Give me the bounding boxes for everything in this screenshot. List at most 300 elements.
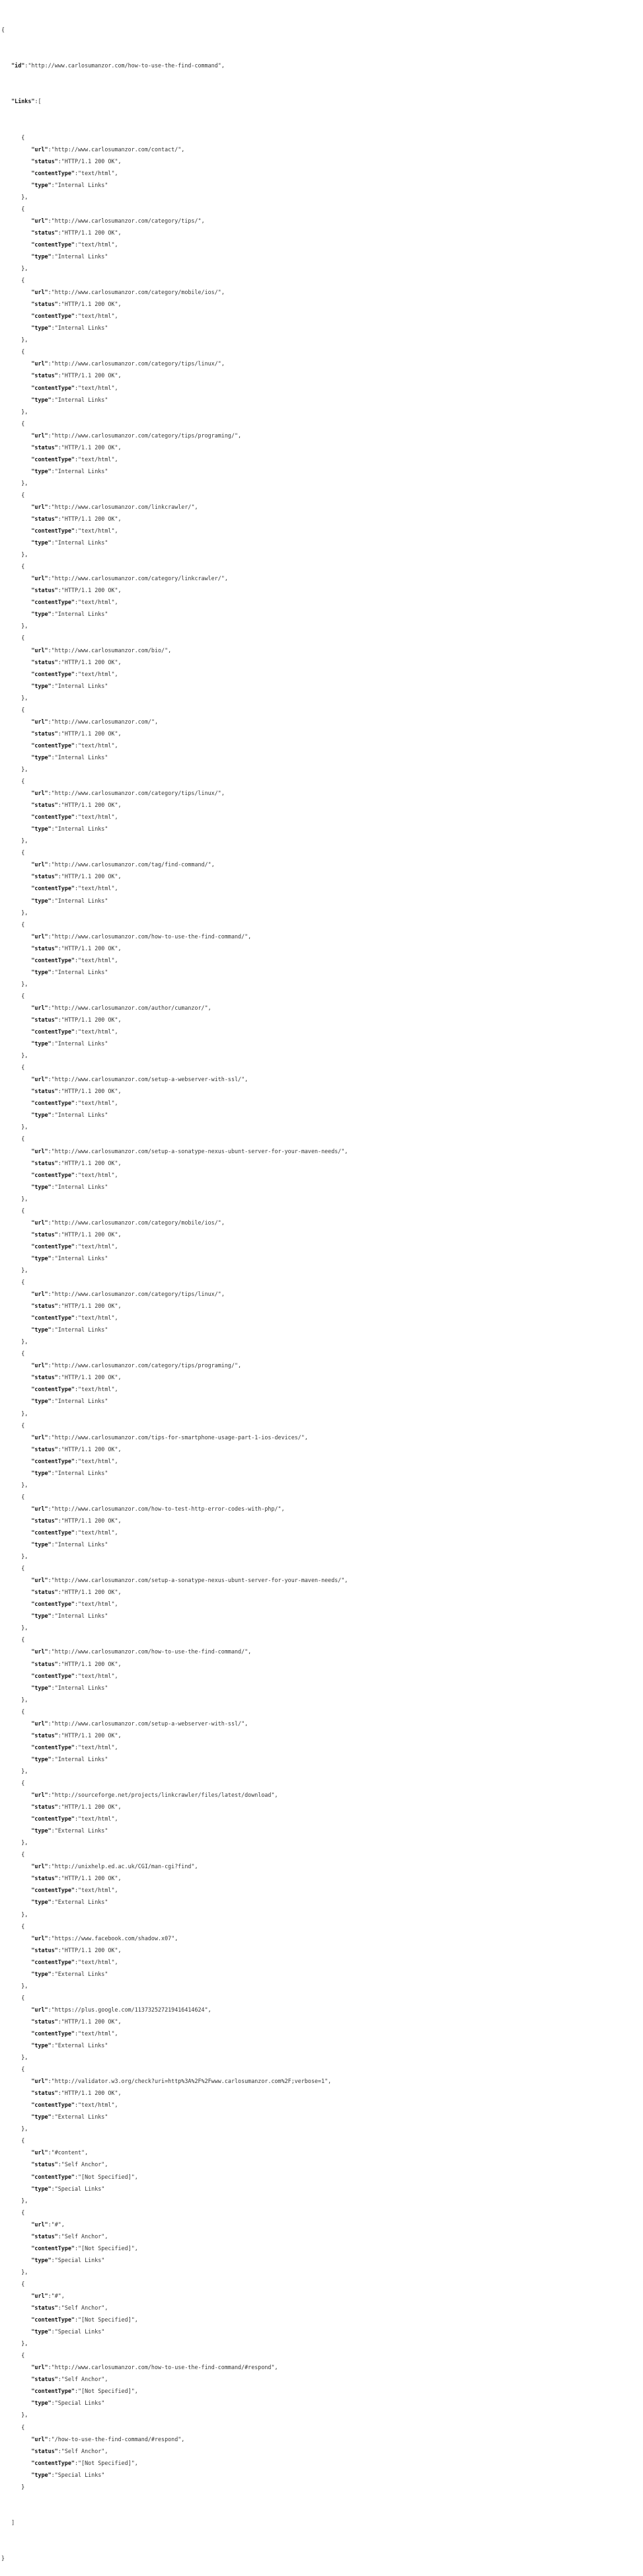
- link-status-value: Self Anchor: [64, 2304, 102, 2312]
- link-type-line: "type":"Internal Links": [31, 1183, 108, 1190]
- link-type-key: "type": [31, 1684, 52, 1691]
- link-entry-open: {: [1, 133, 25, 141]
- link-type-value: Internal Links: [57, 753, 105, 761]
- link-contenttype-key: "contentType": [31, 1028, 75, 1036]
- link-contenttype-line: "contentType":"text/html",: [31, 1529, 118, 1536]
- link-url-value: http://www.carlosumanzor.com/bio/: [54, 646, 165, 654]
- link-status-line: "status":"HTTP/1.1 200 OK",: [31, 301, 122, 308]
- link-type-key: "type": [31, 252, 52, 260]
- link-type-line: "type":"External Links": [31, 2113, 108, 2121]
- link-type-line: "type":"Internal Links": [31, 897, 108, 904]
- link-type-value: Internal Links: [57, 1469, 105, 1476]
- link-status-key: "status": [31, 2090, 58, 2097]
- link-entry-close: },: [1, 2054, 28, 2061]
- link-entry-close: },: [1, 1195, 28, 1202]
- link-contenttype-key: "contentType": [31, 885, 75, 892]
- link-url-key: "url": [31, 1004, 48, 1011]
- link-status-value: HTTP/1.1 200 OK: [64, 443, 115, 451]
- link-status-line: "status":"HTTP/1.1 200 OK",: [31, 1231, 122, 1238]
- link-status-value: HTTP/1.1 200 OK: [64, 1803, 115, 1811]
- link-contenttype-key: "contentType": [31, 2316, 75, 2324]
- link-url-value: #content: [54, 2149, 82, 2156]
- link-entry-close: },: [1, 479, 28, 486]
- link-type-key: "type": [31, 539, 52, 547]
- link-url-line: "url":"http://www.carlosumanzor.com/category/tips/programing/",: [31, 1362, 242, 1369]
- link-contenttype-value: text/html: [81, 1171, 112, 1178]
- link-contenttype-value: text/html: [81, 169, 112, 176]
- link-url-value: http://www.carlosumanzor.com/how-to-use-the-find-command/#respond: [54, 2364, 272, 2371]
- link-contenttype-line: "contentType":"text/html",: [31, 1958, 118, 1965]
- link-entry-open: {: [1, 1851, 25, 1858]
- link-url-value: http://sourceforge.net/projects/linkcrawler/files/latest/download: [54, 1792, 272, 1799]
- link-status-key: "status": [31, 802, 58, 809]
- link-url-value: https://www.facebook.com/shadow.x07: [54, 1934, 172, 1942]
- link-type-line: "type":"Internal Links": [31, 1755, 108, 1762]
- link-url-line: "url":"http://www.carlosumanzor.com/setup-a-sonatype-nexus-ubunt-server-for-your-maven-needs/",: [31, 1577, 348, 1584]
- link-contenttype-value: text/html: [81, 1242, 112, 1250]
- link-entry-close: },: [1, 1410, 28, 1417]
- link-entry-close: },: [1, 2197, 28, 2204]
- link-status-value: HTTP/1.1 200 OK: [64, 873, 115, 880]
- link-contenttype-line: "contentType":"[Not Specified]",: [31, 2173, 138, 2180]
- link-contenttype-key: "contentType": [31, 313, 75, 320]
- link-status-value: HTTP/1.1 200 OK: [64, 1731, 115, 1739]
- link-url-key: "url": [31, 289, 48, 296]
- link-status-line: "status":"Self Anchor",: [31, 2304, 108, 2312]
- link-url-value: #: [54, 2292, 58, 2299]
- link-contenttype-line: "contentType":"text/html",: [31, 599, 118, 606]
- link-type-key: "type": [31, 1755, 52, 1762]
- link-status-line: "status":"HTTP/1.1 200 OK",: [31, 157, 122, 165]
- links-close-bracket: ]: [1, 2519, 15, 2526]
- link-status-key: "status": [31, 2232, 58, 2240]
- link-url-line: "url":"http://www.carlosumanzor.com/linkcrawler/",: [31, 503, 198, 510]
- link-entry-open: {: [1, 1565, 25, 1572]
- link-url-value: http://www.carlosumanzor.com/category/tips/: [54, 217, 198, 224]
- links-key: "Links": [11, 98, 35, 105]
- link-url-line: "url":"http://sourceforge.net/projects/linkcrawler/files/latest/download",: [31, 1792, 278, 1799]
- link-status-key: "status": [31, 1445, 58, 1453]
- link-type-key: "type": [31, 1183, 52, 1190]
- link-url-key: "url": [31, 2292, 48, 2299]
- link-contenttype-line: "contentType":"text/html",: [31, 1242, 118, 1250]
- link-type-key: "type": [31, 181, 52, 188]
- link-status-line: "status":"HTTP/1.1 200 OK",: [31, 1445, 122, 1453]
- link-contenttype-key: "contentType": [31, 2244, 75, 2252]
- link-url-line: "url":"http://www.carlosumanzor.com/bio/",: [31, 646, 172, 654]
- link-status-value: HTTP/1.1 200 OK: [64, 1303, 115, 1310]
- link-url-key: "url": [31, 1720, 48, 1727]
- link-contenttype-key: "contentType": [31, 1457, 75, 1464]
- link-url-line: "url":"http://www.carlosumanzor.com/how-to-use-the-find-command/#respond",: [31, 2364, 278, 2371]
- link-status-key: "status": [31, 1016, 58, 1023]
- link-url-line: "url":"http://www.carlosumanzor.com/category/linkcrawler/",: [31, 575, 228, 582]
- link-status-value: HTTP/1.1 200 OK: [64, 1589, 115, 1596]
- link-url-line: "url":"http://www.carlosumanzor.com/category/tips/linux/",: [31, 790, 225, 797]
- link-entry-open: {: [1, 1207, 25, 1214]
- link-status-line: "status":"HTTP/1.1 200 OK",: [31, 1803, 122, 1811]
- link-contenttype-line: "contentType":"text/html",: [31, 384, 118, 391]
- link-entry-close: },: [1, 2411, 28, 2419]
- link-contenttype-value: text/html: [81, 1672, 112, 1679]
- link-contenttype-value: text/html: [81, 384, 112, 391]
- link-url-line: "url":"/how-to-use-the-find-command/#respond",: [31, 2435, 185, 2443]
- link-contenttype-value: text/html: [81, 814, 112, 821]
- link-type-key: "type": [31, 1970, 52, 1977]
- link-status-key: "status": [31, 2161, 58, 2168]
- link-status-key: "status": [31, 157, 58, 165]
- link-type-line: "type":"Internal Links": [31, 1469, 108, 1476]
- link-contenttype-key: "contentType": [31, 1958, 75, 1965]
- link-status-value: HTTP/1.1 200 OK: [64, 1016, 115, 1023]
- link-entry-close: },: [1, 408, 28, 415]
- link-type-line: "type":"Internal Links": [31, 825, 108, 833]
- link-status-line: "status":"HTTP/1.1 200 OK",: [31, 730, 122, 737]
- link-entry-open: {: [1, 2423, 25, 2431]
- link-contenttype-line: "contentType":"text/html",: [31, 1314, 118, 1322]
- link-type-value: Internal Links: [57, 252, 105, 260]
- link-url-key: "url": [31, 2364, 48, 2371]
- link-contenttype-line: "contentType":"text/html",: [31, 2029, 118, 2037]
- link-type-line: "type":"Internal Links": [31, 1040, 108, 1047]
- link-status-line: "status":"HTTP/1.1 200 OK",: [31, 802, 122, 809]
- link-type-key: "type": [31, 467, 52, 474]
- link-status-value: HTTP/1.1 200 OK: [64, 802, 115, 809]
- link-url-value: http://www.carlosumanzor.com/category/tips/linux/: [54, 790, 218, 797]
- link-status-value: Self Anchor: [64, 2232, 102, 2240]
- link-url-line: "url":"http://www.carlosumanzor.com/how-to-use-the-find-command/",: [31, 932, 252, 940]
- link-status-line: "status":"HTTP/1.1 200 OK",: [31, 1875, 122, 1882]
- link-contenttype-value: text/html: [81, 1887, 112, 1894]
- link-url-key: "url": [31, 932, 48, 940]
- link-type-key: "type": [31, 2185, 52, 2192]
- link-type-value: Internal Links: [57, 968, 105, 975]
- link-status-value: HTTP/1.1 200 OK: [64, 1445, 115, 1453]
- link-contenttype-line: "contentType":"text/html",: [31, 1815, 118, 1823]
- link-entry-open: {: [1, 205, 25, 212]
- link-contenttype-line: "contentType":"text/html",: [31, 241, 118, 248]
- link-url-key: "url": [31, 503, 48, 510]
- link-status-line: "status":"HTTP/1.1 200 OK",: [31, 515, 122, 523]
- link-contenttype-value: text/html: [81, 527, 112, 535]
- link-contenttype-value: [Not Specified]: [81, 2244, 132, 2252]
- link-entry-open: {: [1, 491, 25, 498]
- link-entry-close: },: [1, 265, 28, 272]
- link-status-value: HTTP/1.1 200 OK: [64, 1517, 115, 1524]
- link-url-value: http://www.carlosumanzor.com/setup-a-webserver-with-ssl/: [54, 1076, 242, 1083]
- link-url-line: "url":"#",: [31, 2220, 65, 2228]
- link-entry-open: {: [1, 849, 25, 856]
- link-contenttype-key: "contentType": [31, 169, 75, 176]
- link-contenttype-key: "contentType": [31, 2388, 75, 2395]
- link-url-value: https://plus.google.com/113732527219416414624: [54, 2006, 205, 2013]
- link-url-line: "url":"http://www.carlosumanzor.com/category/tips/linux/",: [31, 1291, 225, 1298]
- link-entry-open: {: [1, 706, 25, 713]
- link-type-key: "type": [31, 1112, 52, 1119]
- link-contenttype-value: [Not Specified]: [81, 2173, 132, 2180]
- link-status-value: HTTP/1.1 200 OK: [64, 1159, 115, 1166]
- link-url-value: http://www.carlosumanzor.com/tag/find-command/: [54, 861, 208, 868]
- link-type-key: "type": [31, 1254, 52, 1262]
- link-contenttype-value: text/html: [81, 1100, 112, 1107]
- link-contenttype-value: text/html: [81, 455, 112, 463]
- link-status-value: HTTP/1.1 200 OK: [64, 157, 115, 165]
- link-contenttype-value: [Not Specified]: [81, 2459, 132, 2466]
- link-type-key: "type": [31, 2042, 52, 2049]
- link-entry-open: {: [1, 1708, 25, 1715]
- link-entry-close: },: [1, 1481, 28, 1488]
- link-url-line: "url":"#",: [31, 2292, 65, 2299]
- link-entry-close: },: [1, 2125, 28, 2133]
- link-status-value: HTTP/1.1 200 OK: [64, 1088, 115, 1095]
- link-url-value: http://www.carlosumanzor.com/category/tips/linux/: [54, 360, 218, 367]
- link-status-line: "status":"HTTP/1.1 200 OK",: [31, 873, 122, 880]
- link-entry-open: {: [1, 420, 25, 427]
- link-entry-close: },: [1, 623, 28, 630]
- link-contenttype-key: "contentType": [31, 956, 75, 964]
- link-status-line: "status":"HTTP/1.1 200 OK",: [31, 944, 122, 952]
- link-entry-close: },: [1, 1052, 28, 1059]
- link-url-line: "url":"http://www.carlosumanzor.com/how-to-use-the-find-command/",: [31, 1648, 252, 1655]
- link-type-value: Internal Links: [57, 1612, 105, 1620]
- link-status-value: HTTP/1.1 200 OK: [64, 730, 115, 737]
- link-entry-open: {: [1, 778, 25, 785]
- link-status-key: "status": [31, 372, 58, 379]
- link-contenttype-value: text/html: [81, 599, 112, 606]
- link-status-line: "status":"HTTP/1.1 200 OK",: [31, 587, 122, 594]
- link-status-key: "status": [31, 515, 58, 523]
- link-type-line: "type":"Internal Links": [31, 1541, 108, 1548]
- link-url-value: http://www.carlosumanzor.com/how-to-test-http-error-codes-with-php/: [54, 1505, 278, 1512]
- link-contenttype-value: text/html: [81, 885, 112, 892]
- link-status-key: "status": [31, 2018, 58, 2025]
- link-entry-open: {: [1, 348, 25, 356]
- link-url-line: "url":"http://www.carlosumanzor.com/author/cumanzor/",: [31, 1004, 211, 1011]
- link-url-line: "url":"http://www.carlosumanzor.com/category/tips/programing/",: [31, 432, 242, 439]
- link-contenttype-line: "contentType":"text/html",: [31, 2102, 118, 2109]
- link-type-line: "type":"Internal Links": [31, 968, 108, 975]
- link-url-key: "url": [31, 2149, 48, 2156]
- link-type-key: "type": [31, 1612, 52, 1620]
- link-status-key: "status": [31, 443, 58, 451]
- link-entry-close: },: [1, 1266, 28, 1273]
- link-status-line: "status":"HTTP/1.1 200 OK",: [31, 1946, 122, 1953]
- link-url-value: http://www.carlosumanzor.com/category/mobile/ios/: [54, 1219, 218, 1226]
- link-url-line: "url":"http://validator.w3.org/check?uri=http%3A%2F%2Fwww.carlosumanzor.com%2F;verbose=1",: [31, 2078, 332, 2085]
- link-url-value: http://unixhelp.ed.ac.uk/CGI/man-cgi?find: [54, 1863, 192, 1870]
- link-entry-close: },: [1, 1123, 28, 1131]
- link-status-key: "status": [31, 2376, 58, 2383]
- link-status-value: HTTP/1.1 200 OK: [64, 1946, 115, 1953]
- link-url-value: http://www.carlosumanzor.com/category/tips/programing/: [54, 1362, 235, 1369]
- link-entry-close: },: [1, 694, 28, 701]
- link-type-value: Internal Links: [57, 1040, 105, 1047]
- link-type-line: "type":"Special Links": [31, 2400, 105, 2407]
- link-status-value: HTTP/1.1 200 OK: [64, 372, 115, 379]
- link-status-key: "status": [31, 229, 58, 236]
- link-contenttype-value: text/html: [81, 670, 112, 677]
- link-entry-close: },: [1, 193, 28, 200]
- link-entry-open: {: [1, 2137, 25, 2144]
- link-url-line: "url":"#content",: [31, 2149, 89, 2156]
- link-type-key: "type": [31, 1827, 52, 1835]
- link-entry-open: {: [1, 2066, 25, 2073]
- link-url-key: "url": [31, 360, 48, 367]
- link-status-value: HTTP/1.1 200 OK: [64, 2090, 115, 2097]
- link-type-line: "type":"Internal Links": [31, 396, 108, 403]
- link-contenttype-line: "contentType":"text/html",: [31, 670, 118, 677]
- link-entry-close: },: [1, 766, 28, 773]
- link-status-key: "status": [31, 658, 58, 665]
- link-status-key: "status": [31, 1303, 58, 1310]
- link-status-value: HTTP/1.1 200 OK: [64, 944, 115, 952]
- link-entry-open: {: [1, 1279, 25, 1286]
- id-line: "id":"http://www.carlosumanzor.com/how-to-use-the-find-command",: [11, 62, 225, 69]
- link-contenttype-key: "contentType": [31, 527, 75, 535]
- link-type-line: "type":"Internal Links": [31, 611, 108, 618]
- link-type-line: "type":"Internal Links": [31, 682, 108, 689]
- link-url-key: "url": [31, 2220, 48, 2228]
- link-contenttype-key: "contentType": [31, 1815, 75, 1823]
- link-type-key: "type": [31, 1899, 52, 1906]
- link-status-key: "status": [31, 2447, 58, 2454]
- link-type-line: "type":"External Links": [31, 2042, 108, 2049]
- link-contenttype-key: "contentType": [31, 241, 75, 248]
- link-type-value: Internal Links: [57, 324, 105, 332]
- link-type-line: "type":"External Links": [31, 1827, 108, 1835]
- link-contenttype-line: "contentType":"[Not Specified]",: [31, 2244, 138, 2252]
- link-status-line: "status":"HTTP/1.1 200 OK",: [31, 372, 122, 379]
- link-type-line: "type":"Internal Links": [31, 181, 108, 188]
- link-url-value: http://www.carlosumanzor.com/: [54, 718, 151, 725]
- link-contenttype-line: "contentType":"[Not Specified]",: [31, 2388, 138, 2395]
- link-entry-close: },: [1, 1982, 28, 1989]
- link-contenttype-line: "contentType":"text/html",: [31, 741, 118, 749]
- link-url-key: "url": [31, 1362, 48, 1369]
- link-url-line: "url":"http://www.carlosumanzor.com/category/tips/linux/",: [31, 360, 225, 367]
- link-url-value: http://www.carlosumanzor.com/setup-a-webserver-with-ssl/: [54, 1720, 242, 1727]
- link-entry-open: {: [1, 1493, 25, 1500]
- link-contenttype-value: text/html: [81, 1743, 112, 1751]
- link-status-key: "status": [31, 1803, 58, 1811]
- link-entry-open: {: [1, 1064, 25, 1071]
- link-contenttype-line: "contentType":"text/html",: [31, 1457, 118, 1464]
- link-url-key: "url": [31, 145, 48, 153]
- link-type-value: Internal Links: [57, 1541, 105, 1548]
- link-url-value: http://www.carlosumanzor.com/tips-for-smartphone-usage-part-1-ios-devices/: [54, 1433, 301, 1441]
- link-type-value: Internal Links: [57, 1183, 105, 1190]
- link-status-line: "status":"Self Anchor",: [31, 2447, 108, 2454]
- link-status-value: Self Anchor: [64, 2376, 102, 2383]
- link-url-line: "url":"http://www.carlosumanzor.com/contact/",: [31, 145, 185, 153]
- link-entry-close: },: [1, 1624, 28, 1632]
- link-status-line: "status":"HTTP/1.1 200 OK",: [31, 1589, 122, 1596]
- link-contenttype-line: "contentType":"text/html",: [31, 1028, 118, 1036]
- link-status-value: HTTP/1.1 200 OK: [64, 1231, 115, 1238]
- link-url-key: "url": [31, 1934, 48, 1942]
- link-status-line: "status":"Self Anchor",: [31, 2376, 108, 2383]
- link-status-key: "status": [31, 1660, 58, 1667]
- link-status-key: "status": [31, 1517, 58, 1524]
- link-url-line: "url":"http://www.carlosumanzor.com/tips-for-smartphone-usage-part-1-ios-devices/",: [31, 1433, 308, 1441]
- link-type-line: "type":"Special Links": [31, 2471, 105, 2478]
- link-entry-open: {: [1, 1135, 25, 1143]
- link-entry-close: },: [1, 2268, 28, 2275]
- link-status-value: HTTP/1.1 200 OK: [64, 658, 115, 665]
- link-status-line: "status":"HTTP/1.1 200 OK",: [31, 1660, 122, 1667]
- link-type-key: "type": [31, 897, 52, 904]
- root-open-brace: {: [1, 26, 5, 34]
- link-type-value: Internal Links: [57, 611, 105, 618]
- link-type-key: "type": [31, 2256, 52, 2263]
- link-url-value: http://www.carlosumanzor.com/category/mobile/ios/: [54, 289, 218, 296]
- link-url-key: "url": [31, 1076, 48, 1083]
- links-list: [1, 132, 643, 2493]
- link-contenttype-key: "contentType": [31, 670, 75, 677]
- link-url-line: "url":"https://www.facebook.com/shadow.x07",: [31, 1934, 178, 1942]
- link-type-value: Internal Links: [57, 539, 105, 547]
- link-contenttype-line: "contentType":"text/html",: [31, 313, 118, 320]
- link-status-line: "status":"HTTP/1.1 200 OK",: [31, 1374, 122, 1381]
- link-contenttype-line: "contentType":"[Not Specified]",: [31, 2459, 138, 2466]
- link-type-line: "type":"External Links": [31, 1970, 108, 1977]
- link-contenttype-line: "contentType":"text/html",: [31, 1743, 118, 1751]
- link-entry-close: },: [1, 1696, 28, 1703]
- link-url-line: "url":"http://www.carlosumanzor.com/",: [31, 718, 159, 725]
- link-type-key: "type": [31, 2471, 52, 2478]
- link-status-line: "status":"HTTP/1.1 200 OK",: [31, 1731, 122, 1739]
- link-entry-close: },: [1, 1911, 28, 1918]
- link-status-line: "status":"HTTP/1.1 200 OK",: [31, 1016, 122, 1023]
- link-entry-open: {: [1, 921, 25, 928]
- link-status-value: HTTP/1.1 200 OK: [64, 1660, 115, 1667]
- link-type-key: "type": [31, 968, 52, 975]
- link-type-value: Special Links: [57, 2471, 102, 2478]
- link-type-value: Internal Links: [57, 1755, 105, 1762]
- link-contenttype-key: "contentType": [31, 2173, 75, 2180]
- link-contenttype-value: text/html: [81, 1028, 112, 1036]
- link-status-line: "status":"HTTP/1.1 200 OK",: [31, 2090, 122, 2097]
- link-url-key: "url": [31, 790, 48, 797]
- link-status-line: "status":"HTTP/1.1 200 OK",: [31, 1088, 122, 1095]
- link-url-value: #: [54, 2220, 58, 2228]
- link-contenttype-line: "contentType":"text/html",: [31, 527, 118, 535]
- link-type-key: "type": [31, 396, 52, 403]
- link-contenttype-value: text/html: [81, 1314, 112, 1322]
- link-contenttype-value: text/html: [81, 1958, 112, 1965]
- link-url-line: "url":"https://plus.google.com/113732527219416414624",: [31, 2006, 211, 2013]
- link-url-value: http://www.carlosumanzor.com/author/cumanzor/: [54, 1004, 205, 1011]
- link-type-value: External Links: [57, 2042, 105, 2049]
- link-entry-open: {: [1, 2280, 25, 2287]
- link-type-key: "type": [31, 2328, 52, 2335]
- link-contenttype-value: text/html: [81, 1386, 112, 1393]
- link-url-key: "url": [31, 1792, 48, 1799]
- link-entry-close: },: [1, 1338, 28, 1345]
- link-url-key: "url": [31, 1863, 48, 1870]
- link-status-value: Self Anchor: [64, 2161, 102, 2168]
- link-url-key: "url": [31, 1505, 48, 1512]
- link-status-line: "status":"HTTP/1.1 200 OK",: [31, 2018, 122, 2025]
- link-url-value: http://www.carlosumanzor.com/how-to-use-the-find-command/: [54, 932, 245, 940]
- link-status-value: HTTP/1.1 200 OK: [64, 301, 115, 308]
- link-url-key: "url": [31, 1147, 48, 1155]
- link-entry-open: {: [1, 277, 25, 284]
- link-status-line: "status":"HTTP/1.1 200 OK",: [31, 1517, 122, 1524]
- link-url-line: "url":"http://www.carlosumanzor.com/category/mobile/ios/",: [31, 1219, 225, 1226]
- link-contenttype-line: "contentType":"text/html",: [31, 1386, 118, 1393]
- link-type-value: Internal Links: [57, 396, 105, 403]
